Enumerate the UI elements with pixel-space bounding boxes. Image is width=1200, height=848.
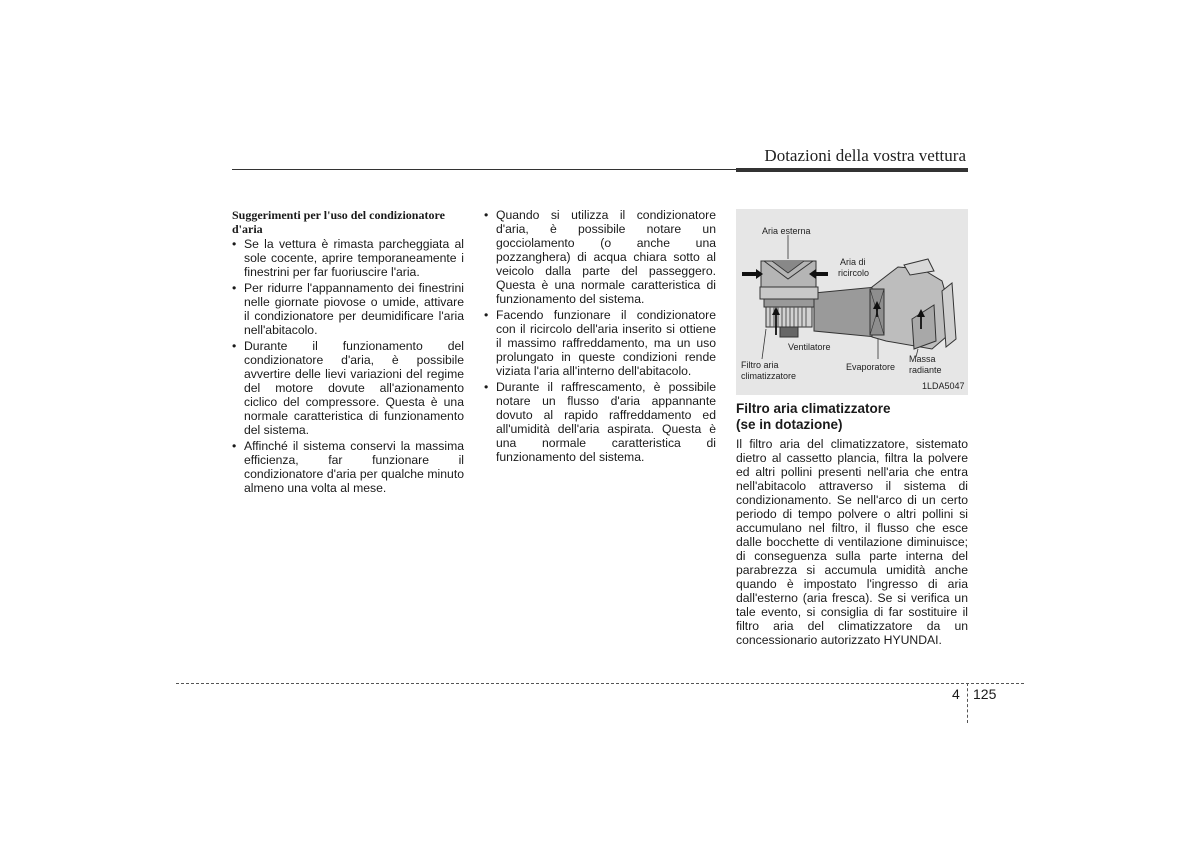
column-left xyxy=(232,208,464,497)
list-item: • Per ridurre l'appannamento dei finestrini nelle giornate piovose o umide, attivare il condizionatore per deumidificare l'aria nell'abitacolo. xyxy=(232,281,464,337)
footer-rule xyxy=(176,683,1024,684)
air-filter-diagram xyxy=(736,209,968,395)
tips-list xyxy=(232,237,464,495)
notes-list xyxy=(484,208,716,464)
label-heater-line2: radiante xyxy=(909,365,942,375)
page-number: 125 xyxy=(973,686,997,702)
column-middle xyxy=(484,208,716,466)
label-heater-line1: Massa xyxy=(909,354,936,364)
footer-divider xyxy=(967,683,968,723)
list-item: • Facendo funzionare il condizionatore con il ricircolo dell'aria inserito si ottiene il massimo raffreddamento, ma un uso prolungato in queste condizioni rende viziata l'aria all'interno dell'abitacolo. xyxy=(484,308,716,378)
section-title-line1: Filtro aria climatizzatore xyxy=(736,401,891,416)
label-blower: Ventilatore xyxy=(788,342,831,352)
section-title xyxy=(736,401,968,433)
label-evaporator: Evaporatore xyxy=(846,362,896,372)
list-item: • Durante il funzionamento del condizionatore d'aria, è possibile avvertire delle lievi variazioni del regime del motore dovute all'azionamento ciclico del compressore. Questa è una normale caratteristica di funzionamento del sistema. xyxy=(232,339,464,437)
label-filter-line1: Filtro aria xyxy=(741,360,779,370)
header-title: Dotazioni della vostra vettura xyxy=(764,146,966,165)
label-recirc-line1: Aria di xyxy=(840,257,866,267)
label-filter-line2: climatizzatore xyxy=(741,371,797,381)
list-item: • Quando si utilizza il condizionatore d'aria, è possibile notare un gocciolamento (o anche una pozzanghera) di acqua chiara sotto al veicolo dalla parte del passeggero. Questa è una normale caratteristica di funzionamento del sistema. xyxy=(484,208,716,306)
list-item: • Affinché il sistema conservi la massima efficienza, far funzionare il condizionatore d'aria per qualche minuto almeno una volta al mese. xyxy=(232,439,464,495)
list-item: • Durante il raffrescamento, è possibile notare un flusso d'aria appannante dovuto al rapido raffreddamento ed all'umidità dell'aria aspirata. Questa è una normale caratteristica di funzionamento del sistema. xyxy=(484,380,716,464)
section-body: Il filtro aria del climatizzatore, sistemato dietro al cassetto plancia, filtra la polvere ed altri pollini presenti nell'aria che entra nell'abitacolo attraverso il sistema di condizionamento. Se nell'arco di un certo periodo di tempo polvere o altri pollini si accumulano nel filtro, il flusso che esce dalle bocchette di ventilazione diminuisce; di conseguenza sulla parte interna del parabrezza si accumula umidità anche quando è impostato l'ingresso di aria dall'esterno (aria fresca). Se si verifica un tale evento, si consiglia di far sostituire il filtro aria del climatizzatore da un concessionario autorizzato HYUNDAI. xyxy=(736,437,968,647)
tips-subheading: Suggerimenti per l'uso del condizionatore d'aria xyxy=(232,208,445,236)
header-rule-accent xyxy=(736,168,968,172)
figure-code: 1LDA5047 xyxy=(922,381,965,391)
label-recirc-line2: ricircolo xyxy=(838,268,870,278)
section-title-line2: (se in dotazione) xyxy=(736,417,843,432)
chapter-number: 4 xyxy=(952,686,960,702)
list-item: • Se la vettura è rimasta parcheggiata al sole cocente, aprire temporaneamente i finestrini per far fuoriuscire l'aria. xyxy=(232,237,464,279)
column-right xyxy=(736,209,968,647)
label-outside-air: Aria esterna xyxy=(762,226,811,236)
